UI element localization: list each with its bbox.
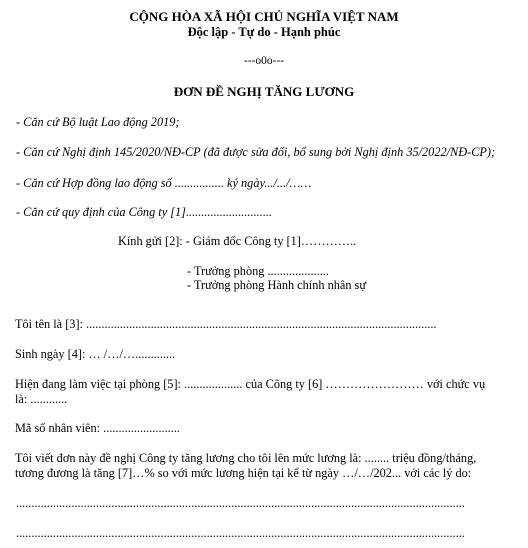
recipient-department-head: - Trưởng phòng .................... bbox=[187, 264, 329, 278]
basis-decree: - Căn cứ Nghị định 145/2020/NĐ-CP (đã được sửa đổi, bổ sung bởi Nghị định 35/2022/NĐ-CP); bbox=[16, 145, 496, 159]
basis-company-rules: - Căn cứ quy định của Công ty [1]............................ bbox=[16, 205, 273, 219]
recipient-hr-head: - Trưởng phòng Hành chính nhân sự bbox=[187, 278, 367, 292]
reason-blank-line[interactable]: .................................................................................................................................................. bbox=[16, 526, 465, 540]
field-date-of-birth[interactable]: Sinh ngày [4]: … /…/…............. bbox=[15, 347, 176, 361]
field-employee-code[interactable]: Mã số nhân viên: ......................... bbox=[15, 421, 180, 435]
field-full-name[interactable]: Tôi tên là [3]: .................................................................................................................. bbox=[15, 317, 437, 331]
document-title: ĐƠN ĐỀ NGHỊ TĂNG LƯƠNG bbox=[173, 84, 355, 99]
recipient-director: Kính gửi [2]: - Giám đốc Công ty [1]………….. bbox=[118, 234, 357, 248]
heading-divider: ---o0o--- bbox=[243, 55, 285, 67]
field-department[interactable]: Hiện đang làm việc tại phòng [5]: ................... của Công ty [6] …………………… với chức vụ bbox=[15, 377, 486, 391]
basis-labor-contract: - Căn cứ Hợp đồng lao động số ................ ký ngày.../.../…… bbox=[16, 176, 312, 190]
field-requested-salary[interactable]: Tôi viết đơn này đề nghị Công ty tăng lương cho tôi lên mức lương là: ........ triệu đồng/tháng, bbox=[15, 451, 477, 465]
field-position[interactable]: là: ............ bbox=[15, 392, 68, 406]
field-increase-percent[interactable]: tương đương là tăng [7]…% so với mức lương hiện tại kể từ ngày …/…/202... với các lý do: bbox=[15, 466, 472, 480]
reason-blank-line[interactable]: .................................................................................................................................................. bbox=[16, 496, 465, 510]
nation-heading: CỘNG HÒA XÃ HỘI CHỦ NGHĨA VIỆT NAM bbox=[129, 9, 399, 24]
motto-heading: Độc lập - Tự do - Hạnh phúc bbox=[187, 25, 341, 39]
basis-labor-code: - Căn cứ Bộ luật Lao động 2019; bbox=[16, 115, 180, 129]
